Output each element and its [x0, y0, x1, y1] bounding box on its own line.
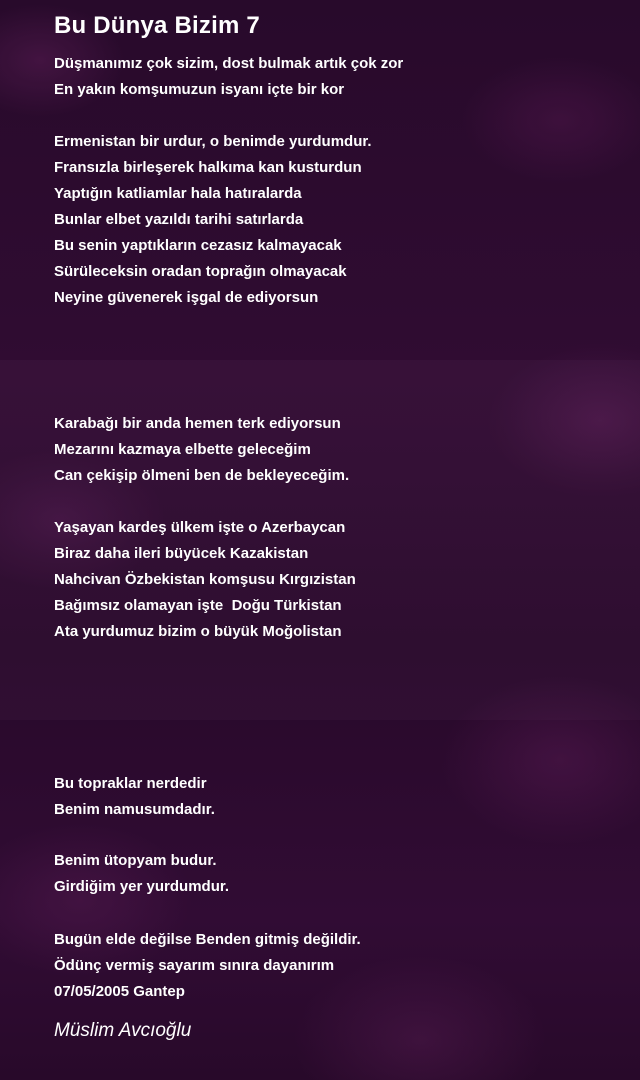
poem-line: Bugün elde değilse Benden gitmiş değildir.	[54, 931, 361, 948]
stanza-5	[54, 771, 215, 823]
poem-line: Bu topraklar nerdedir	[54, 775, 207, 792]
poem-line: Düşmanımız çok sizim, dost bulmak artık çok zor	[54, 55, 404, 72]
stanza-4	[54, 515, 356, 645]
poem-line: Can çekişip ölmeni ben de bekleyeceğim.	[54, 467, 350, 484]
poem-line: Benim namusumdadır.	[54, 801, 215, 818]
poem-line: Ata yurdumuz bizim o büyük Moğolistan	[54, 623, 342, 640]
poem-line: Yaptığın katliamlar hala hatıralarda	[54, 185, 302, 202]
poem-title: Bu Dünya Bizim 7	[54, 12, 260, 39]
poem-line: Nahcivan Özbekistan komşusu Kırgızistan	[54, 571, 356, 588]
poem-line: Fransızla birleşerek halkıma kan kusturdun	[54, 159, 362, 176]
poem-line: Bu senin yaptıkların cezasız kalmayacak	[54, 237, 342, 254]
stanza-2	[54, 129, 372, 311]
stanza-3	[54, 411, 349, 489]
poem-author: Müslim Avcıoğlu	[54, 1020, 192, 1041]
poem-line: Bağımsız olamayan işte Doğu Türkistan	[54, 597, 342, 614]
stanza-7	[54, 927, 361, 1005]
poem-line: Yaşayan kardeş ülkem işte o Azerbaycan	[54, 519, 346, 536]
poem-line: Neyine güvenerek işgal de ediyorsun	[54, 289, 319, 306]
poem-line: Ödünç vermiş sayarım sınıra dayanırım	[54, 957, 335, 974]
stanza-6	[54, 848, 229, 900]
poem-line: Benim ütopyam budur.	[54, 852, 217, 869]
poem-line: Ermenistan bir urdur, o benimde yurdumdur.	[54, 133, 372, 150]
poem-line: Karabağı bir anda hemen terk ediyorsun	[54, 415, 341, 432]
poem-line: Mezarını kazmaya elbette geleceğim	[54, 441, 311, 458]
poem-line: Bunlar elbet yazıldı tarihi satırlarda	[54, 211, 304, 228]
poem-line: Sürüleceksin oradan toprağın olmayacak	[54, 263, 347, 280]
poem-line: Biraz daha ileri büyücek Kazakistan	[54, 545, 309, 562]
poem-line: Girdiğim yer yurdumdur.	[54, 878, 230, 895]
poem-line: En yakın komşumuzun isyanı içte bir kor	[54, 81, 345, 98]
stanza-1	[54, 51, 403, 103]
poem-date-place: 07/05/2005 Gantep	[54, 983, 185, 1000]
